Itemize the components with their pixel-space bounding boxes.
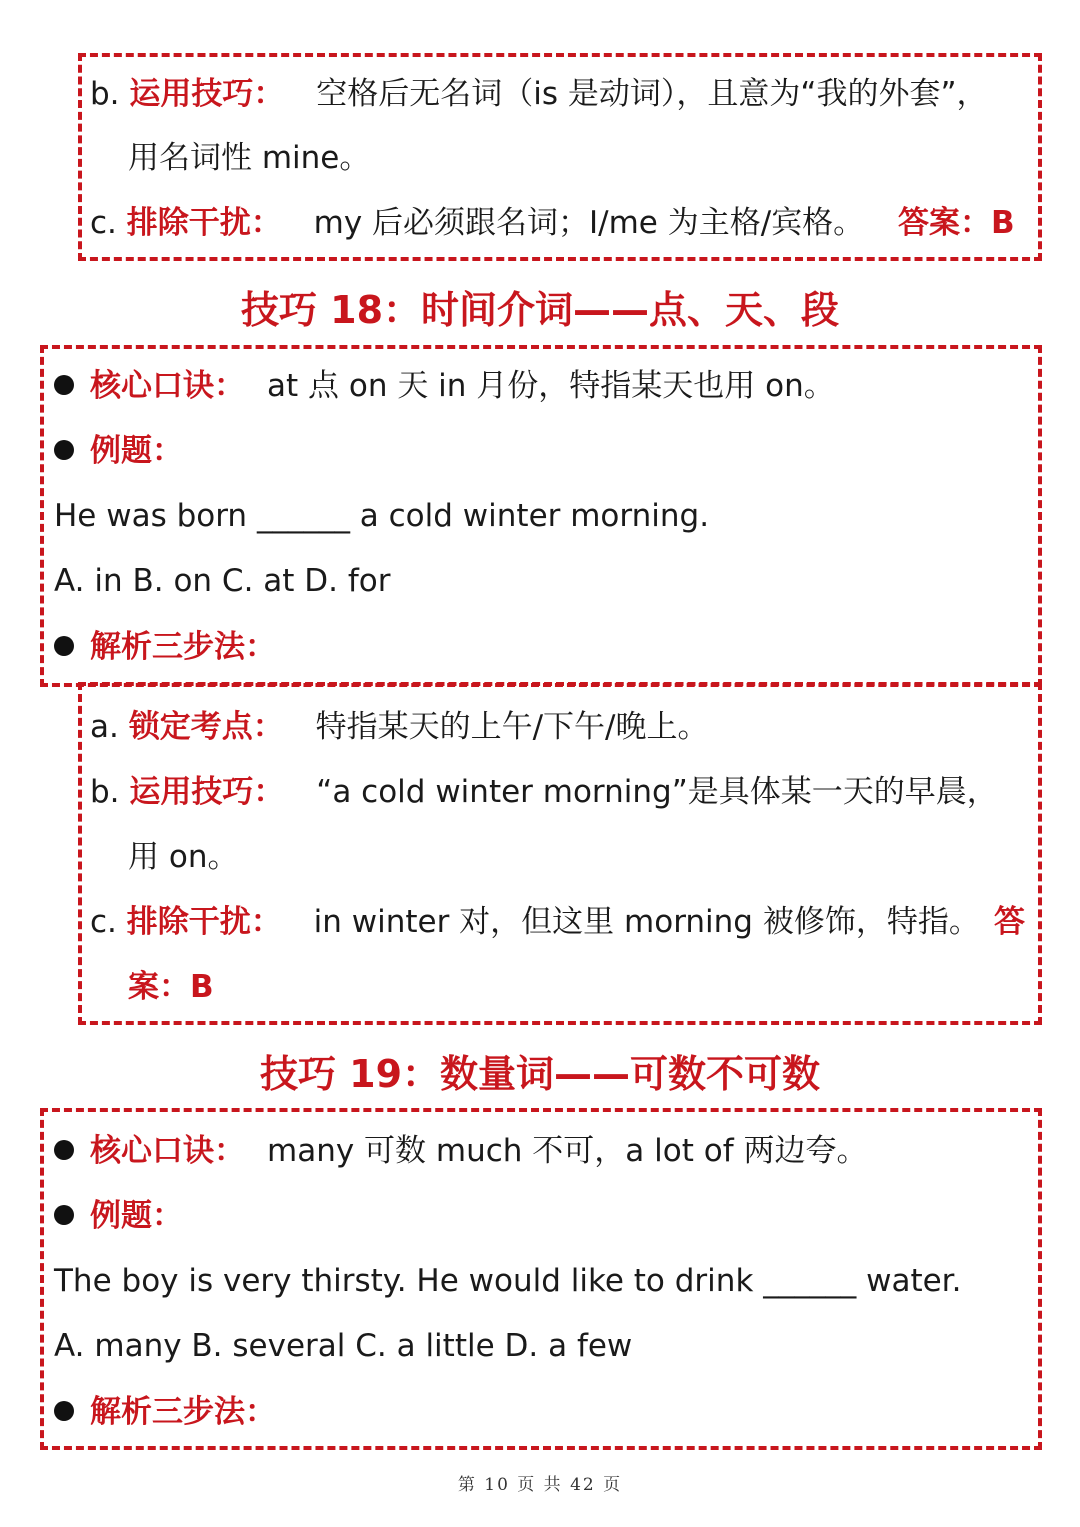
step-text: 用 on。: [128, 839, 239, 875]
step-prefix: c.: [90, 904, 117, 940]
step-label: 锁定考点：: [128, 709, 284, 745]
step-text: 特指某天的上午/下午/晚上。: [315, 709, 709, 745]
question-text: He was born ______ a cold winter morning.: [54, 498, 710, 534]
section-title: 技巧 18：时间介词——点、天、段: [240, 288, 840, 332]
step-b-line: [90, 772, 998, 812]
step-a-line: [90, 707, 708, 747]
analysis-label-line: [54, 627, 276, 667]
step-label: 排除干扰：: [126, 205, 282, 241]
step-prefix: b.: [90, 774, 120, 810]
core-label: 核心口诀：: [90, 368, 245, 404]
core-text: many 可数 much 不可，a lot of 两边夸。: [267, 1133, 868, 1169]
step-text: 空格后无名词（is 是动词），且意为“我的外套”，: [316, 76, 988, 112]
analysis-label: 解析三步法：: [90, 1394, 276, 1430]
bullet-icon: [54, 1205, 74, 1225]
core-formula-line: [54, 1131, 867, 1171]
page-number: 第 10 页 共 42 页: [457, 1475, 623, 1495]
answer-label: 答: [994, 904, 1025, 940]
example-label-line: [54, 1196, 183, 1236]
core-formula-line: [54, 366, 835, 406]
example-label: 例题：: [90, 433, 183, 469]
step-prefix: b.: [90, 76, 120, 112]
step-text: 用名词性 mine。: [128, 140, 371, 176]
step-text: in winter 对，但这里 morning 被修饰，特指。: [313, 904, 980, 940]
example-label-line: [54, 431, 183, 471]
bullet-icon: [54, 440, 74, 460]
step-b-line-cont: [128, 138, 370, 178]
answer-label-cont: 案：B: [128, 969, 214, 1005]
step-text: “a cold winter morning”是具体某一天的早晨，: [316, 774, 998, 810]
answer-label: 答案：B: [898, 205, 1015, 241]
options-text: A. in B. on C. at D. for: [54, 563, 391, 599]
step-label: 排除干扰：: [126, 904, 282, 940]
step-text: my 后必须跟名词；I/me 为主格/宾格。: [313, 205, 865, 241]
step-b-line: [90, 74, 988, 114]
options-text: A. many B. several C. a little D. a few: [54, 1328, 633, 1364]
analysis-label: 解析三步法：: [90, 629, 276, 665]
step-c-line: [90, 203, 864, 243]
step-prefix: a.: [90, 709, 119, 745]
step-b-line-cont: [128, 837, 238, 877]
bullet-icon: [54, 1401, 74, 1421]
step-label: 运用技巧：: [129, 76, 285, 112]
analysis-label-line: [54, 1392, 276, 1432]
step-c-line: [90, 902, 980, 942]
bullet-icon: [54, 636, 74, 656]
step-prefix: c.: [90, 205, 117, 241]
section-title: 技巧 19：数量词——可数不可数: [259, 1052, 821, 1096]
core-text: at 点 on 天 in 月份，特指某天也用 on。: [267, 368, 835, 404]
bullet-icon: [54, 1140, 74, 1160]
core-label: 核心口诀：: [90, 1133, 245, 1169]
bullet-icon: [54, 375, 74, 395]
example-label: 例题：: [90, 1198, 183, 1234]
question-text: The boy is very thirsty. He would like to drink ______ water.: [54, 1263, 962, 1299]
step-label: 运用技巧：: [129, 774, 285, 810]
